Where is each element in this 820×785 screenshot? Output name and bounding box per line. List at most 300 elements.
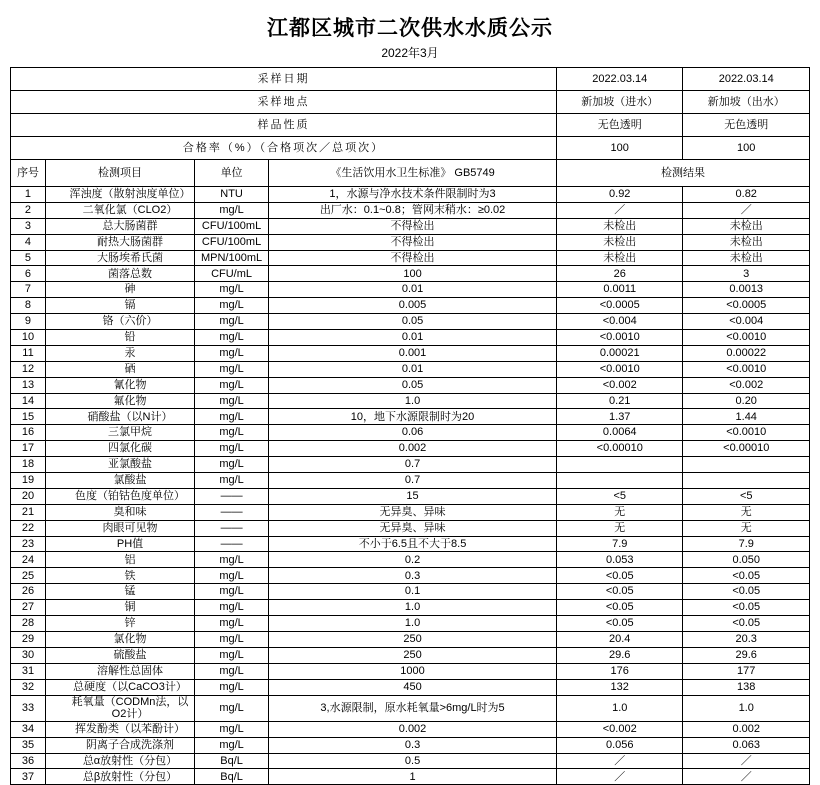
- table-row: [11, 520, 810, 536]
- cell-result-outlet: 1.44: [683, 409, 810, 425]
- cell-result-outlet: 未检出: [683, 218, 810, 234]
- cell-standard: 10，地下水源限制时为20: [269, 409, 557, 425]
- cell-result-inlet: <0.05: [557, 584, 683, 600]
- table-row: [11, 298, 810, 314]
- cell-unit: mg/L: [195, 568, 269, 584]
- table-row: [11, 425, 810, 441]
- cell-item-label: 氟化物: [113, 394, 147, 407]
- cell-unit: ——: [195, 488, 269, 504]
- cell-item-label: 耐热大肠菌群: [97, 235, 163, 248]
- cell-unit: mg/L: [195, 663, 269, 679]
- cell-result-outlet: 0.050: [683, 552, 810, 568]
- cell-unit: mg/L: [195, 584, 269, 600]
- table-row: [11, 187, 810, 203]
- cell-standard: 1.0: [269, 616, 557, 632]
- cell-unit: Bq/L: [195, 769, 269, 785]
- cell-item-label: 总α放射性（分包）: [82, 754, 178, 767]
- cell-unit: mg/L: [195, 345, 269, 361]
- cell-result-outlet: ／: [683, 202, 810, 218]
- cell-result-outlet: 3: [683, 266, 810, 282]
- cell-standard: 1.0: [269, 393, 557, 409]
- cell-standard: 0.3: [269, 568, 557, 584]
- cell-unit: CFU/mL: [195, 266, 269, 282]
- table-row: [11, 377, 810, 393]
- cell-standard: 0.05: [269, 377, 557, 393]
- cell-unit: mg/L: [195, 314, 269, 330]
- cell-standard: 0.01: [269, 361, 557, 377]
- table-row: [11, 647, 810, 663]
- cell-standard: 0.01: [269, 282, 557, 298]
- cell-result-outlet: [683, 457, 810, 473]
- cell-item: [45, 187, 194, 203]
- cell-item-label: 肉眼可见物: [102, 521, 158, 534]
- cell-item-label: 铅: [124, 331, 136, 344]
- cell-result-inlet: 7.9: [557, 536, 683, 552]
- cell-item-label: 溶解性总固体: [97, 664, 163, 677]
- cell-standard: 0.7: [269, 457, 557, 473]
- cell-item-label: 硝酸盐（以N计）: [87, 410, 173, 423]
- cell-item-label: 浑浊度（散射浊度单位）: [69, 188, 191, 201]
- cell-result-inlet: <5: [557, 488, 683, 504]
- cell-unit: mg/L: [195, 721, 269, 737]
- table-row: [11, 568, 810, 584]
- cell-unit: ——: [195, 504, 269, 520]
- cell-standard: 0.5: [269, 753, 557, 769]
- table-row: [11, 504, 810, 520]
- cell-result-inlet: <0.002: [557, 377, 683, 393]
- cell-item-label: 硒: [124, 362, 136, 375]
- sample-date-label: 采样日期: [11, 68, 557, 91]
- cell-result-outlet: <0.05: [683, 616, 810, 632]
- cell-item: [45, 345, 194, 361]
- cell-no: 5: [11, 250, 46, 266]
- cell-no: 33: [11, 695, 46, 721]
- cell-result-inlet: 0.0011: [557, 282, 683, 298]
- cell-unit: mg/L: [195, 298, 269, 314]
- cell-no: 28: [11, 616, 46, 632]
- cell-item: [45, 631, 194, 647]
- cell-result-outlet: 0.0013: [683, 282, 810, 298]
- col-header-no: 序号: [11, 160, 46, 187]
- cell-item: [45, 234, 194, 250]
- cell-standard: 450: [269, 679, 557, 695]
- page-subtitle: 2022年3月: [381, 46, 439, 60]
- cell-no: 16: [11, 425, 46, 441]
- cell-result-inlet: 29.6: [557, 647, 683, 663]
- cell-result-inlet: 无: [557, 520, 683, 536]
- cell-no: 8: [11, 298, 46, 314]
- cell-item: [45, 663, 194, 679]
- cell-unit: mg/L: [195, 616, 269, 632]
- cell-no: 30: [11, 647, 46, 663]
- cell-standard: 1: [269, 769, 557, 785]
- page-title: 江都区城市二次供水水质公示: [267, 17, 553, 40]
- cell-item: [45, 377, 194, 393]
- cell-no: 27: [11, 600, 46, 616]
- cell-result-outlet: <0.0010: [683, 361, 810, 377]
- cell-unit: mg/L: [195, 695, 269, 721]
- table-row: [11, 202, 810, 218]
- cell-result-inlet: <0.0005: [557, 298, 683, 314]
- cell-no: 25: [11, 568, 46, 584]
- cell-result-inlet: 0.0064: [557, 425, 683, 441]
- cell-result-inlet: <0.00010: [557, 441, 683, 457]
- cell-result-inlet: [557, 473, 683, 489]
- cell-item-label: 锌: [124, 617, 136, 630]
- cell-no: 1: [11, 187, 46, 203]
- cell-item-label: 色度（铂钴色度单位）: [75, 490, 185, 503]
- cell-no: 36: [11, 753, 46, 769]
- cell-result-inlet: 0.00021: [557, 345, 683, 361]
- cell-item: [45, 409, 194, 425]
- cell-result-outlet: 无: [683, 520, 810, 536]
- cell-item-label: 耗氧量（CODMn法，以O2计）: [71, 695, 189, 721]
- cell-unit: mg/L: [195, 361, 269, 377]
- cell-unit: Bq/L: [195, 753, 269, 769]
- cell-item: [45, 250, 194, 266]
- cell-item: [45, 393, 194, 409]
- cell-item: [45, 266, 194, 282]
- cell-item: [45, 202, 194, 218]
- cell-result-outlet: 7.9: [683, 536, 810, 552]
- water-quality-notice-page: [0, 12, 820, 783]
- table-row: [11, 536, 810, 552]
- cell-result-outlet: 1.0: [683, 695, 810, 721]
- cell-item: [45, 616, 194, 632]
- cell-result-inlet: 132: [557, 679, 683, 695]
- cell-result-outlet: <0.0005: [683, 298, 810, 314]
- cell-item-label: 二氧化氯（CLO2）: [82, 204, 178, 217]
- cell-standard: 0.06: [269, 425, 557, 441]
- cell-result-outlet: 未检出: [683, 234, 810, 250]
- sample-place-label: 采样地点: [11, 91, 557, 114]
- cell-standard: 15: [269, 488, 557, 504]
- cell-result-outlet: <0.0010: [683, 330, 810, 346]
- cell-result-outlet: 未检出: [683, 250, 810, 266]
- cell-item: [45, 600, 194, 616]
- cell-unit: mg/L: [195, 552, 269, 568]
- cell-item: [45, 441, 194, 457]
- cell-result-outlet: <0.002: [683, 377, 810, 393]
- cell-item: [45, 330, 194, 346]
- cell-result-inlet: 未检出: [557, 250, 683, 266]
- cell-standard: 不小于6.5且不大于8.5: [269, 536, 557, 552]
- sample-date-value-in: 2022.03.14: [557, 68, 683, 91]
- cell-result-inlet: 0.21: [557, 393, 683, 409]
- cell-no: 9: [11, 314, 46, 330]
- table-row: [11, 753, 810, 769]
- cell-result-inlet: 1.37: [557, 409, 683, 425]
- cell-standard: 0.7: [269, 473, 557, 489]
- cell-unit: mg/L: [195, 457, 269, 473]
- header-row-sample-place: [11, 91, 810, 114]
- cell-standard: 1000: [269, 663, 557, 679]
- cell-result-inlet: 无: [557, 504, 683, 520]
- cell-no: 6: [11, 266, 46, 282]
- cell-item: [45, 282, 194, 298]
- cell-result-inlet: <0.004: [557, 314, 683, 330]
- cell-no: 31: [11, 663, 46, 679]
- cell-no: 17: [11, 441, 46, 457]
- cell-item-label: 镉: [124, 299, 136, 312]
- table-row: [11, 679, 810, 695]
- pass-rate-label: 合格率（%）（合格项次／总项次）: [11, 137, 557, 160]
- cell-result-outlet: 0.063: [683, 737, 810, 753]
- sample-property-label: 样品性质: [11, 114, 557, 137]
- cell-result-inlet: <0.05: [557, 600, 683, 616]
- cell-item-label: 总硬度（以CaCO3计）: [73, 680, 187, 693]
- cell-standard: 0.3: [269, 737, 557, 753]
- pass-rate-value-out: 100: [683, 137, 810, 160]
- cell-item-label: 汞: [124, 347, 136, 360]
- cell-result-inlet: ／: [557, 202, 683, 218]
- cell-result-outlet: [683, 473, 810, 489]
- col-header-result: 检测结果: [557, 160, 810, 187]
- table-row: [11, 769, 810, 785]
- cell-result-outlet: <0.004: [683, 314, 810, 330]
- column-header-row: [11, 160, 810, 187]
- cell-item-label: 铜: [124, 601, 136, 614]
- cell-item: [45, 753, 194, 769]
- cell-unit: CFU/100mL: [195, 218, 269, 234]
- table-row: [11, 721, 810, 737]
- cell-no: 7: [11, 282, 46, 298]
- cell-result-outlet: <0.0010: [683, 425, 810, 441]
- cell-no: 20: [11, 488, 46, 504]
- cell-unit: mg/L: [195, 425, 269, 441]
- water-quality-table: [10, 67, 810, 785]
- cell-result-inlet: <0.0010: [557, 330, 683, 346]
- cell-item-label: 铬（六价）: [102, 315, 158, 328]
- cell-result-inlet: <0.05: [557, 568, 683, 584]
- table-row: [11, 488, 810, 504]
- cell-result-inlet: 0.92: [557, 187, 683, 203]
- cell-standard: 出厂水：0.1~0.8；管网末稍水：≥0.02: [269, 202, 557, 218]
- cell-result-outlet: 177: [683, 663, 810, 679]
- table-row: [11, 457, 810, 473]
- table-row: [11, 600, 810, 616]
- cell-item: [45, 457, 194, 473]
- cell-result-outlet: <0.05: [683, 600, 810, 616]
- table-row: [11, 695, 810, 721]
- cell-result-outlet: 0.00022: [683, 345, 810, 361]
- cell-no: 2: [11, 202, 46, 218]
- cell-unit: mg/L: [195, 377, 269, 393]
- cell-no: 22: [11, 520, 46, 536]
- cell-result-outlet: 无: [683, 504, 810, 520]
- cell-result-inlet: <0.05: [557, 616, 683, 632]
- cell-item-label: 砷: [124, 283, 136, 296]
- cell-result-inlet: ／: [557, 769, 683, 785]
- cell-no: 24: [11, 552, 46, 568]
- cell-result-outlet: 20.3: [683, 631, 810, 647]
- header-row-pass-rate: [11, 137, 810, 160]
- table-row: [11, 345, 810, 361]
- cell-item: [45, 520, 194, 536]
- cell-item: [45, 314, 194, 330]
- cell-result-outlet: <0.05: [683, 584, 810, 600]
- cell-result-outlet: ／: [683, 769, 810, 785]
- cell-standard: 1，水源与净水技术条件限制时为3: [269, 187, 557, 203]
- cell-item: [45, 425, 194, 441]
- table-row: [11, 250, 810, 266]
- cell-unit: mg/L: [195, 202, 269, 218]
- cell-item: [45, 584, 194, 600]
- cell-standard: 100: [269, 266, 557, 282]
- cell-no: 34: [11, 721, 46, 737]
- cell-no: 26: [11, 584, 46, 600]
- col-header-unit: 单位: [195, 160, 269, 187]
- sample-date-value-out: 2022.03.14: [683, 68, 810, 91]
- table-row: [11, 584, 810, 600]
- cell-unit: mg/L: [195, 393, 269, 409]
- cell-item-label: 四氯化碳: [108, 442, 152, 455]
- cell-item-label: 氯酸盐: [113, 474, 147, 487]
- col-header-item: 检测项目: [45, 160, 194, 187]
- cell-unit: mg/L: [195, 330, 269, 346]
- cell-item: [45, 769, 194, 785]
- cell-standard: 0.05: [269, 314, 557, 330]
- sample-property-value-in: 无色透明: [557, 114, 683, 137]
- cell-item: [45, 361, 194, 377]
- cell-unit: MPN/100mL: [195, 250, 269, 266]
- cell-item-label: 硫酸盐: [113, 648, 147, 661]
- cell-standard: 0.1: [269, 584, 557, 600]
- cell-item: [45, 552, 194, 568]
- table-row: [11, 361, 810, 377]
- cell-item-label: 氯化物: [113, 633, 147, 646]
- cell-result-inlet: <0.002: [557, 721, 683, 737]
- cell-item-label: 铁: [124, 569, 136, 582]
- header-row-sample-date: [11, 68, 810, 91]
- table-row: [11, 409, 810, 425]
- pass-rate-value-in: 100: [557, 137, 683, 160]
- cell-result-inlet: 未检出: [557, 234, 683, 250]
- cell-result-inlet: 20.4: [557, 631, 683, 647]
- cell-item: [45, 504, 194, 520]
- cell-standard: 0.002: [269, 441, 557, 457]
- cell-unit: mg/L: [195, 441, 269, 457]
- cell-no: 19: [11, 473, 46, 489]
- cell-no: 37: [11, 769, 46, 785]
- cell-result-inlet: 未检出: [557, 218, 683, 234]
- table-row: [11, 616, 810, 632]
- table-row: [11, 393, 810, 409]
- cell-item: [45, 647, 194, 663]
- cell-item: [45, 536, 194, 552]
- cell-item-label: 阴离子合成洗涤剂: [86, 738, 174, 751]
- cell-item-label: 菌落总数: [108, 267, 152, 280]
- cell-unit: mg/L: [195, 679, 269, 695]
- sample-place-value-out: 新加坡（出水）: [683, 91, 810, 114]
- cell-unit: ——: [195, 536, 269, 552]
- table-row: [11, 441, 810, 457]
- cell-unit: mg/L: [195, 631, 269, 647]
- cell-standard: 0.001: [269, 345, 557, 361]
- cell-no: 32: [11, 679, 46, 695]
- cell-result-outlet: <0.00010: [683, 441, 810, 457]
- cell-no: 18: [11, 457, 46, 473]
- cell-no: 13: [11, 377, 46, 393]
- cell-result-inlet: 0.056: [557, 737, 683, 753]
- table-row: [11, 737, 810, 753]
- cell-standard: 无异臭、异味: [269, 520, 557, 536]
- cell-item-label: 总β放射性（分包）: [82, 770, 178, 783]
- cell-result-inlet: ／: [557, 753, 683, 769]
- cell-result-inlet: 0.053: [557, 552, 683, 568]
- cell-result-inlet: <0.0010: [557, 361, 683, 377]
- table-row: [11, 552, 810, 568]
- cell-item-label: 铝: [124, 553, 136, 566]
- cell-item-label: 锰: [124, 585, 136, 598]
- cell-item: [45, 218, 194, 234]
- cell-item-label: PH值: [116, 537, 144, 550]
- cell-no: 15: [11, 409, 46, 425]
- cell-unit: mg/L: [195, 647, 269, 663]
- cell-item-label: 大肠埃希氏菌: [97, 251, 163, 264]
- cell-item-label: 臭和味: [113, 505, 147, 518]
- cell-result-outlet: 29.6: [683, 647, 810, 663]
- col-header-standard: 《生活饮用水卫生标准》 GB5749: [269, 160, 557, 187]
- cell-unit: NTU: [195, 187, 269, 203]
- cell-result-outlet: <0.05: [683, 568, 810, 584]
- cell-item: [45, 298, 194, 314]
- cell-item: [45, 568, 194, 584]
- table-row: [11, 473, 810, 489]
- cell-standard: 0.01: [269, 330, 557, 346]
- table-row: [11, 282, 810, 298]
- cell-no: 3: [11, 218, 46, 234]
- cell-unit: CFU/100mL: [195, 234, 269, 250]
- cell-item: [45, 721, 194, 737]
- cell-no: 29: [11, 631, 46, 647]
- table-row: [11, 314, 810, 330]
- cell-item-label: 挥发酚类（以苯酚计）: [75, 722, 185, 735]
- cell-item-label: 三氯甲烷: [108, 426, 152, 439]
- cell-result-outlet: 0.82: [683, 187, 810, 203]
- table-row: [11, 266, 810, 282]
- cell-result-inlet: 26: [557, 266, 683, 282]
- cell-item: [45, 679, 194, 695]
- sample-property-value-out: 无色透明: [683, 114, 810, 137]
- table-body: [11, 68, 810, 785]
- cell-unit: mg/L: [195, 409, 269, 425]
- table-row: [11, 663, 810, 679]
- cell-standard: 无异臭、异味: [269, 504, 557, 520]
- cell-standard: 250: [269, 631, 557, 647]
- sample-place-value-in: 新加坡（进水）: [557, 91, 683, 114]
- cell-result-inlet: 1.0: [557, 695, 683, 721]
- cell-item-label: 氰化物: [113, 378, 147, 391]
- cell-no: 14: [11, 393, 46, 409]
- cell-standard: 不得检出: [269, 234, 557, 250]
- cell-result-outlet: <5: [683, 488, 810, 504]
- table-row: [11, 218, 810, 234]
- cell-item: [45, 488, 194, 504]
- cell-result-inlet: [557, 457, 683, 473]
- cell-standard: 1.0: [269, 600, 557, 616]
- cell-item: [45, 695, 194, 721]
- cell-no: 4: [11, 234, 46, 250]
- cell-item-label: 总大肠菌群: [102, 219, 158, 232]
- cell-result-outlet: 138: [683, 679, 810, 695]
- cell-unit: mg/L: [195, 282, 269, 298]
- cell-standard: 不得检出: [269, 250, 557, 266]
- cell-standard: 不得检出: [269, 218, 557, 234]
- cell-no: 12: [11, 361, 46, 377]
- cell-no: 10: [11, 330, 46, 346]
- cell-unit: mg/L: [195, 600, 269, 616]
